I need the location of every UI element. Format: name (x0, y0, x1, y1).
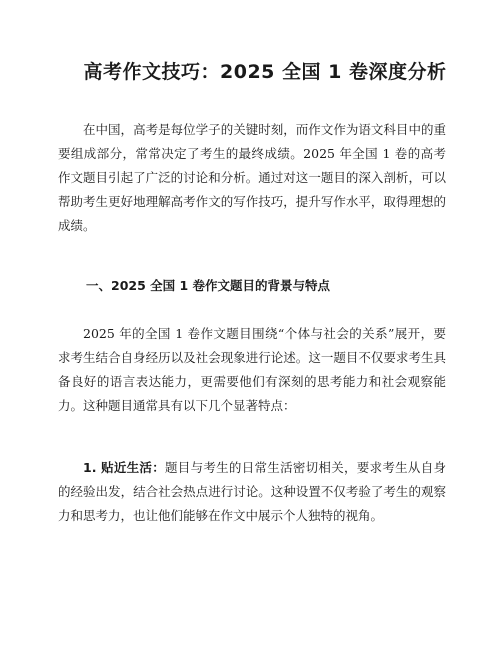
point-label: 1. 贴近生活： (83, 460, 166, 475)
document-title: 高考作文技巧：2025 全国 1 卷深度分析 (83, 61, 447, 83)
section-heading: 一、2025 全国 1 卷作文题目的背景与特点 (86, 278, 331, 293)
section-paragraph: 2025 年的全国 1 卷作文题目围绕“个体与社会的关系”展开，要求考生结合自身经历以及社会现象进行论述。这一题目不仅要求考生具备良好的语言表达能力，更需要他们有深刻的思考能力和社会观察能力。这种题目通常具有以下几个显著特点： (58, 326, 446, 413)
point-text: 题目与考生的日常生活密切相关，要求考生从自身的经验出发，结合社会热点进行讨论。这种设置不仅考验了考生的观察力和思考力，也让他们能够在作文中展示个人独特的视角。 (58, 460, 446, 523)
intro-paragraph: 在中国，高考是每位学子的关键时刻，而作文作为语文科目中的重要组成部分，常常决定了考生的最终成绩。2025 年全国 1 卷的高考作文题目引起了广泛的讨论和分析。通过对这一题目的深入剖析，可以帮助考生更好地理解高考作文的写作技巧，提升写作水平，取得理想的成绩。 (58, 122, 446, 233)
point-item (58, 456, 446, 528)
